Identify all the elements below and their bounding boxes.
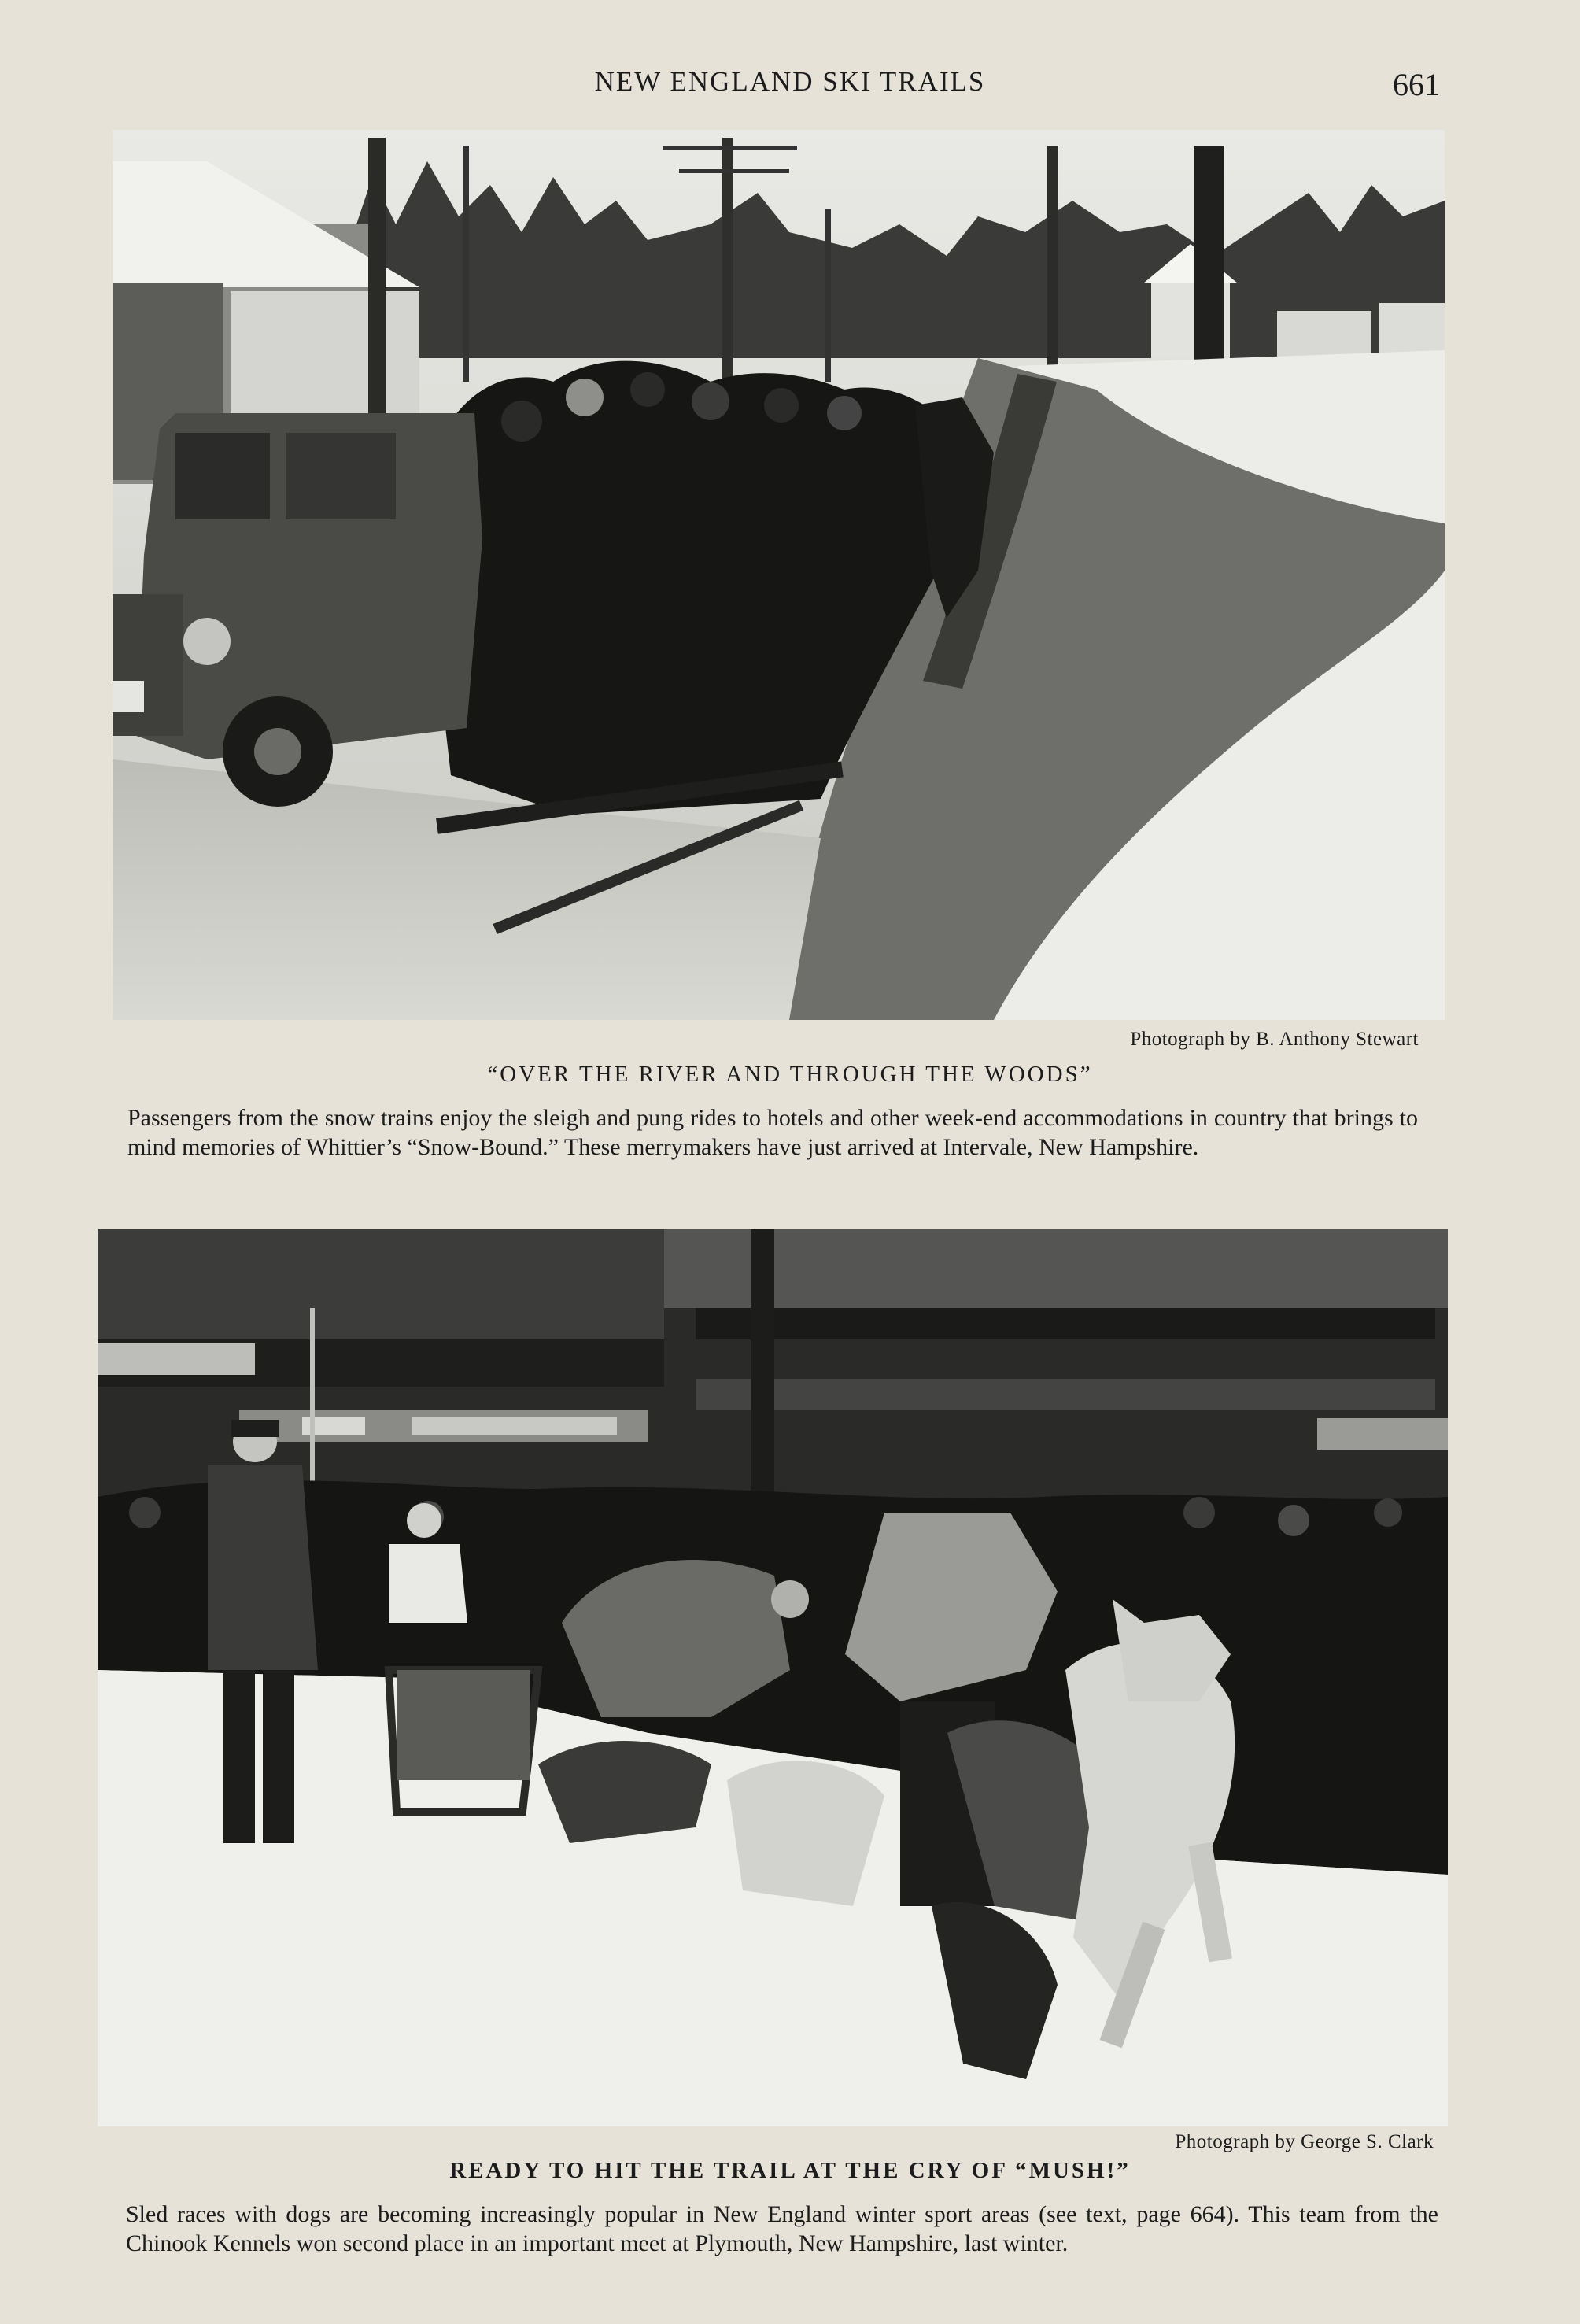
dog-sled-photo <box>98 1229 1448 2126</box>
page-header <box>0 66 1580 113</box>
caption-title-2: READY TO HIT THE TRAIL AT THE CRY OF “MUSH!” <box>449 2158 1131 2183</box>
running-head: NEW ENGLAND SKI TRAILS <box>594 66 986 97</box>
dog-sled-photo-image <box>98 1229 1448 2126</box>
page-number: 661 <box>1393 67 1440 102</box>
caption-title-1: “OVER THE RIVER AND THROUGH THE WOODS” <box>487 1062 1093 1087</box>
photo-credit-2: Photograph by George S. Clark <box>1175 2131 1434 2152</box>
photo-credit-1: Photograph by B. Anthony Stewart <box>1130 1029 1419 1050</box>
sleigh-ride-photo-image <box>113 130 1445 1020</box>
caption-body-2: Sled races with dogs are becoming increasingly popular in New England winter sport areas (see text, page 664). This team from the Chinook Kennels won second place in an important meet at Plymouth, New Hampshire, last winter. <box>126 2201 1438 2256</box>
sleigh-ride-photo <box>113 130 1445 1020</box>
caption-body-1: Passengers from the snow trains enjoy the sleigh and pung rides to hotels and other week-end accommodations in country that brings to mind memories of Whittier’s “Snow-Bound.” These merrymakers have just arrived at Intervale, New Hampshire. <box>127 1105 1418 1160</box>
